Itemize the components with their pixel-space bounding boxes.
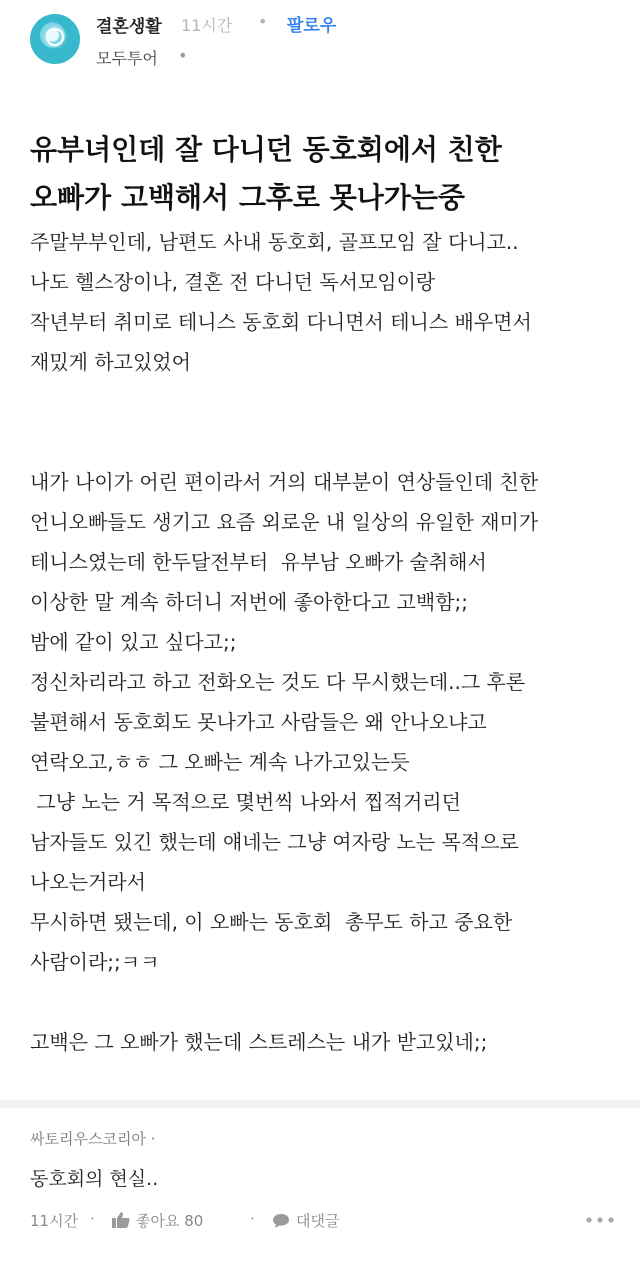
reply-button[interactable]: 대댓글 [296,1212,340,1230]
comment-author-name: 싸토리우스코리아 [30,1130,146,1148]
body-line: 고백은 그 오빠가 했는데 스트레스는 내가 받고있네;; [30,1030,488,1054]
more-options-icon[interactable] [585,1216,615,1224]
ring-icon [46,28,64,46]
title-line: 유부녀인데 잘 다니던 동호회에서 친한 [30,133,502,166]
body-line: 이상한 말 계속 하더니 저번에 좋아한다고 고백함;; [30,590,469,614]
separator-dot: • [258,12,268,31]
body-line [30,982,630,1022]
community-avatar[interactable] [30,14,80,64]
body-line: 테니스였는데 한두달전부터 유부남 오빠가 술취해서 [30,550,487,574]
comment-footer [30,1210,620,1234]
body-line [30,422,630,462]
post-header [0,0,640,90]
body-line: 주말부부인데, 남편도 사내 동호회, 골프모임 잘 다니고.. [30,230,519,254]
body-line: 언니오빠들도 생기고 요즘 외로운 내 일상의 유일한 재미가 [30,510,539,534]
reply-bubble-icon[interactable] [272,1213,290,1229]
body-line: 남자들도 있긴 했는데 얘네는 그냥 여자랑 노는 목적으로 [30,830,519,854]
body-line: 연락오고,ㅎㅎ 그 오빠는 계속 나가고있는듯 [30,750,410,774]
body-line [30,382,630,422]
like-button[interactable]: 좋아요 80 [136,1212,204,1230]
separator-dot: • [178,46,188,65]
section-divider [0,1100,640,1108]
community-name[interactable]: 결혼생활 [96,17,162,37]
body-line: 정신차리라고 하고 전화오는 것도 다 무시했는데..그 후론 [30,670,526,694]
follow-button[interactable]: 팔로우 [287,16,337,36]
author-company: 모두투어 [96,49,158,68]
post-time: 11시간 [181,16,233,35]
body-line: 불편해서 동호회도 못나가고 사람들은 왜 안나오냐고 [30,710,487,734]
comment-author[interactable] [30,1128,155,1149]
body-line: 그냥 노는 거 목적으로 몇번씩 나와서 찝적거리던 [30,790,461,814]
body-line: 재밌게 하고있었어 [30,350,191,374]
body-line: 작년부터 취미로 테니스 동호회 다니면서 테니스 배우면서 [30,310,532,334]
post-body [30,222,630,1062]
comment-time: 11시간 [30,1212,79,1230]
body-line: 나도 헬스장이나, 결혼 전 다니던 독서모임이랑 [30,270,436,294]
post-title [30,126,620,222]
title-line: 오빠가 고백해서 그후로 못나가는중 [30,181,465,214]
separator-dot: · [90,1210,95,1228]
body-line: 내가 나이가 어린 편이라서 거의 대부분이 연상들인데 친한 [30,470,539,494]
comment-text: 동호회의 현실.. [30,1168,159,1190]
body-line: 사람이라;;ㅋㅋ [30,950,160,974]
body-line: 나오는거라서 [30,870,146,894]
body-line: 무시하면 됐는데, 이 오빠는 동호회 총무도 하고 중요한 [30,910,513,934]
thumbs-up-icon[interactable] [112,1212,130,1228]
body-line: 밤에 같이 있고 싶다고;; [30,630,237,654]
separator-dot: · [250,1210,255,1228]
separator-dot: · [150,1130,156,1148]
